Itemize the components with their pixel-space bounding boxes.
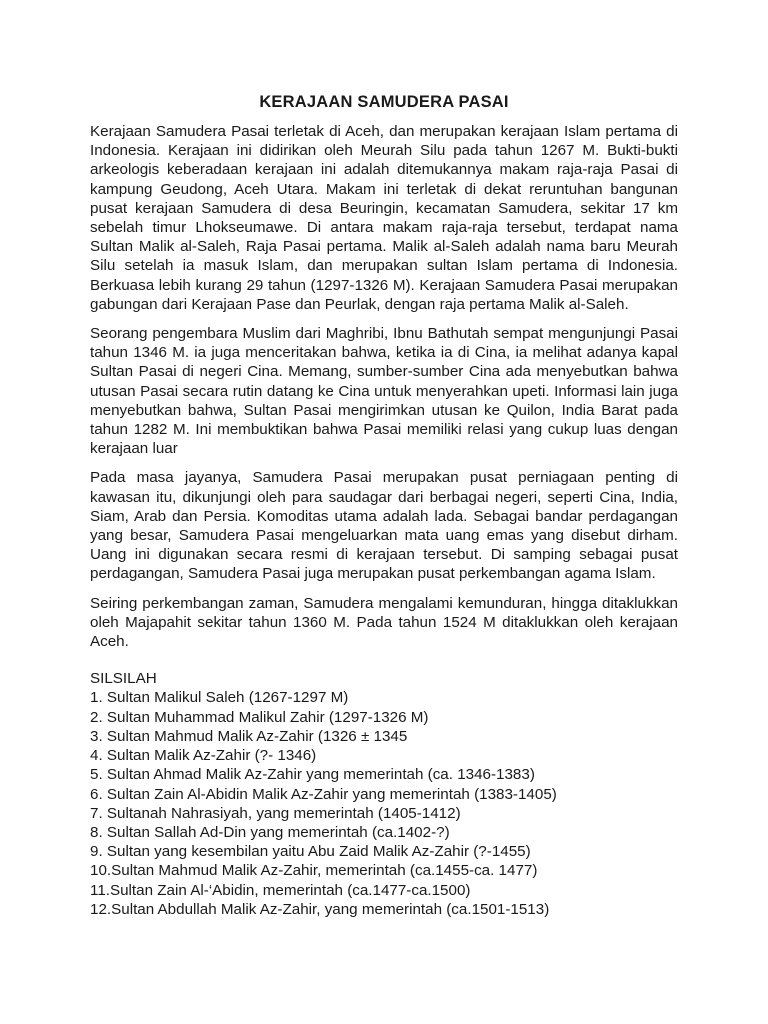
list-item: 2. Sultan Muhammad Malikul Zahir (1297-1326 M) — [90, 708, 429, 726]
silsilah-heading: SILSILAH — [90, 670, 157, 688]
list-item: 7. Sultanah Nahrasiyah, yang memerintah (1405-1412) — [90, 804, 461, 822]
list-item: 5. Sultan Ahmad Malik Az-Zahir yang memerintah (ca. 1346-1383) — [90, 766, 535, 784]
paragraph-masa-jaya: Pada masa jayanya, Samudera Pasai merupakan pusat perniagaan penting di kawasan itu, dikunjungi oleh para saudagar dari berbagai negeri, seperti Cina, India, Siam, Arab dan Persia. Komoditas utama adalah lada. Sebagai bandar perdagangan yang besar, Samudera Pasai mengeluarkan mata uang emas yang disebut dirham. Uang ini digunakan secara resmi di kerajaan tersebut. Di samping sebagai pusat perdagangan, Samudera Pasai juga merupakan pusat perkembangan agama Islam. — [90, 469, 678, 583]
silsilah-list — [90, 688, 678, 918]
paragraph-ibnu-bathutah: Seorang pengembara Muslim dari Maghribi, Ibnu Bathutah sempat mengunjungi Pasai tahun 1346 M. ia juga menceritakan bahwa, ketika ia di Cina, ia melihat adanya kapal Sultan Pasai di negeri Cina. Memang, sumber-sumber Cina ada menyebutkan bahwa utusan Pasai secara rutin datang ke Cina untuk menyerahkan upeti. Informasi lain juga menyebutkan bahwa, Sultan Pasai mengirimkan utusan ke Quilon, India Barat pada tahun 1282 M. Ini membuktikan bahwa Pasai memiliki relasi yang cukup luas dengan kerajaan luar — [90, 325, 678, 458]
section-spacer — [90, 651, 678, 669]
list-item: 11.Sultan Zain Al-‘Abidin, memerintah (ca.1477-ca.1500) — [90, 881, 471, 899]
list-item: 6. Sultan Zain Al-Abidin Malik Az-Zahir yang memerintah (1383-1405) — [90, 785, 557, 803]
list-item: 10.Sultan Mahmud Malik Az-Zahir, memerintah (ca.1455-ca. 1477) — [90, 862, 538, 880]
document-page — [90, 92, 678, 919]
document-title: KERAJAAN SAMUDERA PASAI — [259, 93, 509, 111]
list-item: 8. Sultan Sallah Ad-Din yang memerintah (ca.1402-?) — [90, 823, 450, 841]
paragraph-kemunduran: Seiring perkembangan zaman, Samudera mengalami kemunduran, hingga ditaklukkan oleh Majapahit sekitar tahun 1360 M. Pada tahun 1524 M ditaklukkan oleh kerajaan Aceh. — [90, 594, 678, 651]
list-item: 3. Sultan Mahmud Malik Az-Zahir (1326 ± 1345 — [90, 727, 408, 745]
list-item: 4. Sultan Malik Az-Zahir (?- 1346) — [90, 747, 317, 765]
paragraph-intro: Kerajaan Samudera Pasai terletak di Aceh, dan merupakan kerajaan Islam pertama di Indonesia. Kerajaan ini didirikan oleh Meurah Silu pada tahun 1267 M. Bukti-bukti arkeologis keberadaan kerajaan ini adalah ditemukannya makam raja-raja Pasai di kampung Geudong, Aceh Utara. Makam ini terletak di dekat reruntuhan bangunan pusat kerajaan Samudera di desa Beuringin, kecamatan Samudera, sekitar 17 km sebelah timur Lhokseumawe. Di antara makam raja-raja tersebut, terdapat nama Sultan Malik al-Saleh, Raja Pasai pertama. Malik al-Saleh adalah nama baru Meurah Silu setelah ia masuk Islam, dan merupakan sultan Islam pertama di Indonesia. Berkuasa lebih kurang 29 tahun (1297-1326 M). Kerajaan Samudera Pasai merupakan gabungan dari Kerajaan Pase dan Peurlak, dengan raja pertama Malik al-Saleh. — [90, 123, 678, 313]
list-item: 1. Sultan Malikul Saleh (1267-1297 M) — [90, 689, 349, 707]
list-item: 12.Sultan Abdullah Malik Az-Zahir, yang memerintah (ca.1501-1513) — [90, 900, 550, 918]
list-item: 9. Sultan yang kesembilan yaitu Abu Zaid Malik Az-Zahir (?-1455) — [90, 843, 531, 861]
